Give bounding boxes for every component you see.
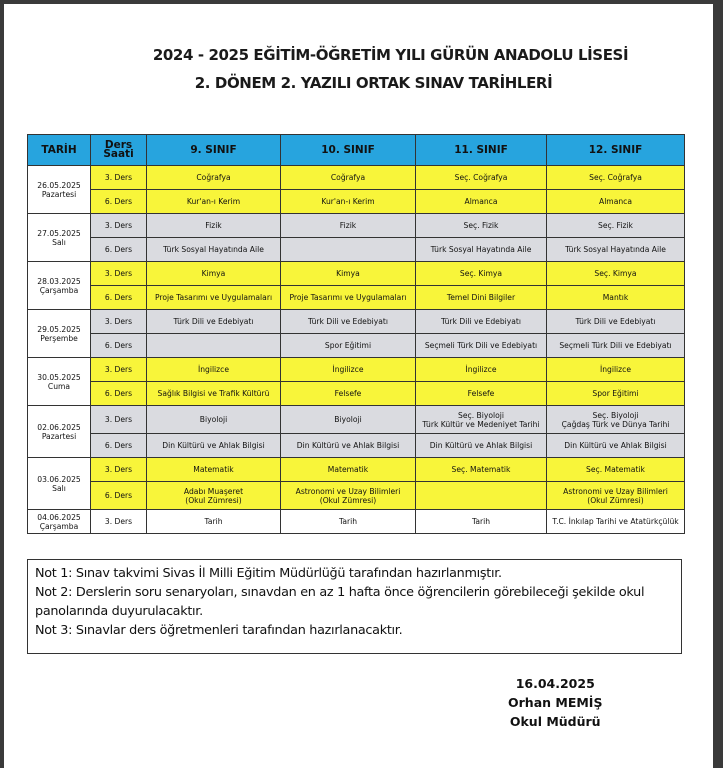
date-value: 02.06.2025 — [37, 422, 81, 432]
table-row — [28, 166, 685, 190]
note-3: Not 3: Sınavlar ders öğretmenleri tarafından hazırlanacaktır. — [35, 623, 403, 638]
subject-cell-grade-9: İngilizce — [147, 358, 281, 382]
date-cell — [28, 458, 91, 510]
table-header-row — [28, 135, 685, 166]
date-cell — [28, 262, 91, 310]
day-name: Salı — [52, 483, 66, 493]
header-slot: Ders Saati — [91, 135, 147, 166]
day-name: Çarşamba — [39, 285, 79, 295]
subject-cell-grade-9: Kur'an-ı Kerim — [147, 190, 281, 214]
subject-cell-grade-9: Sağlık Bilgisi ve Trafik Kültürü — [147, 382, 281, 406]
subject-cell-grade-12: T.C. İnkılap Tarihi ve Atatürkçülük — [547, 510, 685, 534]
subject-cell-grade-11 — [416, 482, 547, 510]
date-value: 27.05.2025 — [37, 228, 81, 238]
subject-cell-grade-9: Kimya — [147, 262, 281, 286]
header-grade-10: 10. SINIF — [281, 135, 416, 166]
slot-cell: 6. Ders — [91, 482, 147, 510]
table-row — [28, 238, 685, 262]
subject-cell-grade-11: Seç. Biyoloji Türk Kültür ve Medeniyet Tarihi — [416, 406, 547, 434]
subject-cell-grade-9: Türk Dili ve Edebiyatı — [147, 310, 281, 334]
subject-cell-grade-11: Türk Sosyal Hayatında Aile — [416, 238, 547, 262]
header-grade-11: 11. SINIF — [416, 135, 547, 166]
slot-cell: 3. Ders — [91, 262, 147, 286]
exam-schedule-table — [27, 134, 685, 534]
day-name: Perşembe — [40, 333, 78, 343]
slot-cell: 6. Ders — [91, 382, 147, 406]
note-1: Not 1: Sınav takvimi Sivas İl Milli Eğitim Müdürlüğü tarafından hazırlanmıştır. — [35, 566, 502, 581]
slot-cell: 3. Ders — [91, 510, 147, 534]
subject-cell-grade-12: Seç. Fizik — [547, 214, 685, 238]
slot-cell: 3. Ders — [91, 310, 147, 334]
subject-cell-grade-12: Türk Sosyal Hayatında Aile — [547, 238, 685, 262]
subject-cell-grade-12: Seç. Matematik — [547, 458, 685, 482]
date-value: 26.05.2025 — [37, 180, 81, 190]
subject-cell-grade-11: Tarih — [416, 510, 547, 534]
subject-cell-grade-12: Spor Eğitimi — [547, 382, 685, 406]
title-school: 2024 - 2025 EĞİTİM-ÖĞRETİM YILI GÜRÜN ANADOLU LİSESİ — [152, 46, 629, 64]
subject-cell-grade-11: Din Kültürü ve Ahlak Bilgisi — [416, 434, 547, 458]
subject-cell-grade-10: Felsefe — [281, 382, 416, 406]
table-row — [28, 262, 685, 286]
subject-cell-grade-10: Fizik — [281, 214, 416, 238]
subject-cell-grade-9: Din Kültürü ve Ahlak Bilgisi — [147, 434, 281, 458]
date-value: 28.03.2025 — [37, 276, 81, 286]
table-row — [28, 358, 685, 382]
subject-cell-grade-11: Seç. Fizik — [416, 214, 547, 238]
signature-name: Orhan MEMİŞ — [508, 695, 603, 710]
table-row — [28, 482, 685, 510]
date-cell — [28, 510, 91, 534]
subject-cell-grade-10: Proje Tasarımı ve Uygulamaları — [281, 286, 416, 310]
subject-cell-grade-12: Seç. Biyoloji Çağdaş Türk ve Dünya Tarihi — [547, 406, 685, 434]
document-title — [4, 46, 713, 92]
date-cell — [28, 358, 91, 406]
subject-cell-grade-9: Coğrafya — [147, 166, 281, 190]
subject-cell-grade-11: Temel Dini Bilgiler — [416, 286, 547, 310]
date-value: 04.06.2025 — [37, 512, 81, 522]
subject-cell-grade-10: Kur'an-ı Kerim — [281, 190, 416, 214]
day-name: Salı — [52, 237, 66, 247]
signature-date: 16.04.2025 — [515, 676, 595, 691]
slot-cell: 3. Ders — [91, 458, 147, 482]
day-name: Pazartesi — [41, 189, 77, 199]
subject-cell-grade-11: Seçmeli Türk Dili ve Edebiyatı — [416, 334, 547, 358]
subject-cell-grade-11: Türk Dili ve Edebiyatı — [416, 310, 547, 334]
table-row — [28, 334, 685, 358]
subject-cell-grade-9: Adabı Muaşeret (Okul Zümresi) — [147, 482, 281, 510]
slot-cell: 6. Ders — [91, 434, 147, 458]
table-row — [28, 382, 685, 406]
subject-cell-grade-12: Mantık — [547, 286, 685, 310]
subject-cell-grade-11: Felsefe — [416, 382, 547, 406]
subject-cell-grade-10: Biyoloji — [281, 406, 416, 434]
subject-cell-grade-12: Seçmeli Türk Dili ve Edebiyatı — [547, 334, 685, 358]
table-row — [28, 434, 685, 458]
date-value: 29.05.2025 — [37, 324, 81, 334]
subject-cell-grade-9: Biyoloji — [147, 406, 281, 434]
title-exam-dates: 2. DÖNEM 2. YAZILI ORTAK SINAV TARİHLERİ — [194, 74, 553, 92]
subject-cell-grade-11: İngilizce — [416, 358, 547, 382]
date-value: 30.05.2025 — [37, 372, 81, 382]
subject-cell-grade-12: İngilizce — [547, 358, 685, 382]
table-row — [28, 214, 685, 238]
date-value: 03.06.2025 — [37, 474, 81, 484]
subject-cell-grade-9 — [147, 334, 281, 358]
table-row — [28, 310, 685, 334]
slot-cell: 6. Ders — [91, 238, 147, 262]
table-row — [28, 510, 685, 534]
subject-cell-grade-9: Matematik — [147, 458, 281, 482]
subject-cell-grade-12: Din Kültürü ve Ahlak Bilgisi — [547, 434, 685, 458]
subject-cell-grade-11: Seç. Kimya — [416, 262, 547, 286]
subject-cell-grade-10: Matematik — [281, 458, 416, 482]
slot-cell: 3. Ders — [91, 358, 147, 382]
subject-cell-grade-10: İngilizce — [281, 358, 416, 382]
subject-cell-grade-10: Coğrafya — [281, 166, 416, 190]
subject-cell-grade-11: Almanca — [416, 190, 547, 214]
subject-cell-grade-9: Türk Sosyal Hayatında Aile — [147, 238, 281, 262]
subject-cell-grade-10: Astronomi ve Uzay Bilimleri (Okul Zümresi) — [281, 482, 416, 510]
table-row — [28, 458, 685, 482]
slot-cell: 3. Ders — [91, 214, 147, 238]
subject-cell-grade-10: Din Kültürü ve Ahlak Bilgisi — [281, 434, 416, 458]
day-name: Pazartesi — [41, 431, 77, 441]
table-row — [28, 190, 685, 214]
subject-cell-grade-12: Seç. Kimya — [547, 262, 685, 286]
subject-cell-grade-12: Türk Dili ve Edebiyatı — [547, 310, 685, 334]
table-row — [28, 406, 685, 434]
header-date: TARİH — [28, 135, 91, 166]
subject-cell-grade-11: Seç. Matematik — [416, 458, 547, 482]
subject-cell-grade-12: Almanca — [547, 190, 685, 214]
date-cell — [28, 166, 91, 214]
slot-cell: 6. Ders — [91, 286, 147, 310]
slot-cell: 3. Ders — [91, 406, 147, 434]
subject-cell-grade-12: Astronomi ve Uzay Bilimleri (Okul Zümresi) — [547, 482, 685, 510]
day-name: Cuma — [47, 381, 71, 391]
subject-cell-grade-10: Tarih — [281, 510, 416, 534]
subject-cell-grade-10 — [281, 238, 416, 262]
table-row — [28, 286, 685, 310]
date-cell — [28, 310, 91, 358]
signature-title: Okul Müdürü — [509, 714, 601, 729]
subject-cell-grade-9: Tarih — [147, 510, 281, 534]
slot-cell: 3. Ders — [91, 166, 147, 190]
subject-cell-grade-9: Proje Tasarımı ve Uygulamaları — [147, 286, 281, 310]
date-cell — [28, 406, 91, 458]
subject-cell-grade-11: Seç. Coğrafya — [416, 166, 547, 190]
notes-box — [27, 559, 682, 654]
signature-block — [508, 674, 602, 731]
header-grade-9: 9. SINIF — [147, 135, 281, 166]
date-cell — [28, 214, 91, 262]
subject-cell-grade-10: Türk Dili ve Edebiyatı — [281, 310, 416, 334]
subject-cell-grade-10: Spor Eğitimi — [281, 334, 416, 358]
subject-cell-grade-12: Seç. Coğrafya — [547, 166, 685, 190]
note-2: Not 2: Derslerin soru senaryoları, sınavdan en az 1 hafta önce öğrencilerin görebileceği şekilde okul panolarında duyurulacaktır. — [35, 585, 645, 619]
slot-cell: 6. Ders — [91, 190, 147, 214]
day-name: Çarşamba — [39, 521, 79, 531]
slot-cell: 6. Ders — [91, 334, 147, 358]
header-grade-12: 12. SINIF — [547, 135, 685, 166]
subject-cell-grade-10: Kimya — [281, 262, 416, 286]
subject-cell-grade-9: Fizik — [147, 214, 281, 238]
